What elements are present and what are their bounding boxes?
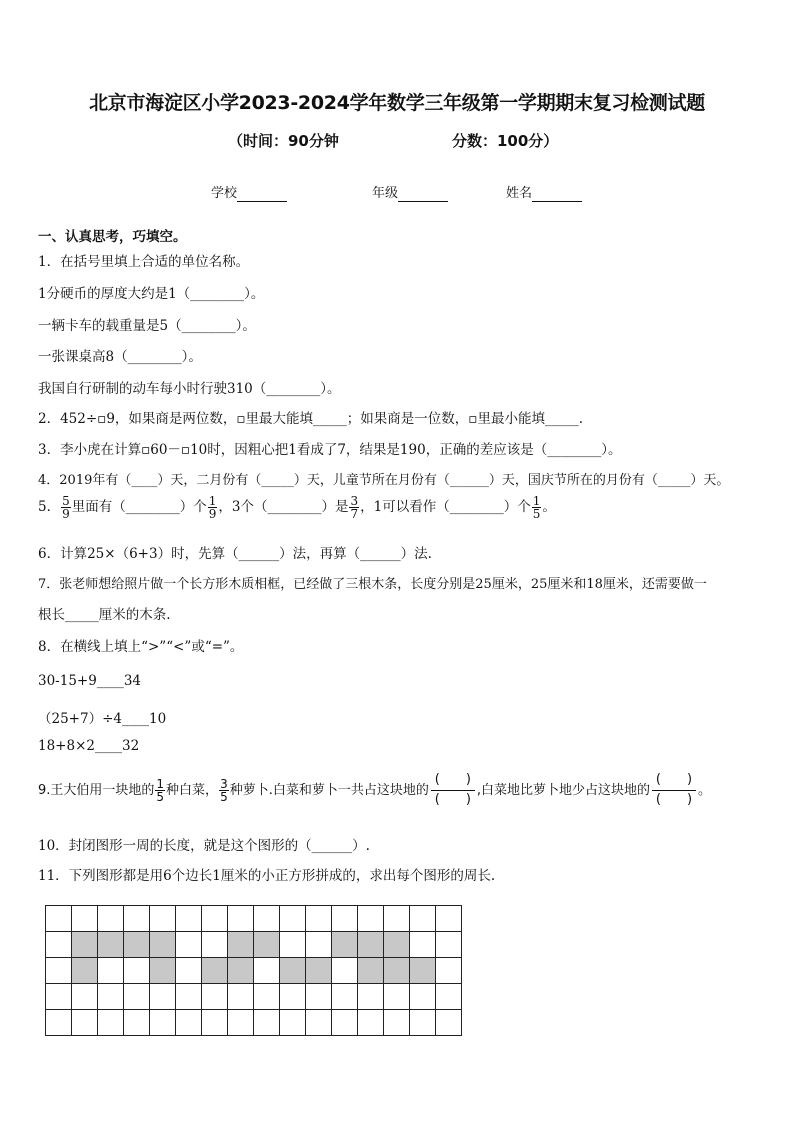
grade-label: 年级	[372, 186, 399, 201]
grid-square	[410, 906, 436, 932]
shaded-square	[254, 932, 280, 958]
grid-square	[150, 984, 176, 1010]
grid-row	[46, 958, 462, 984]
grid-square	[332, 1010, 358, 1036]
grid-square	[124, 984, 150, 1010]
grid-square	[46, 1010, 72, 1036]
grid-square	[228, 1010, 254, 1036]
q3: 3．李小虎在计算▫60－▫10时，因粗心把1看成了7，结果是190，正确的差应该是（________）。	[38, 442, 622, 458]
grid-square	[124, 1010, 150, 1036]
grid-square	[176, 1010, 202, 1036]
grid-square	[254, 958, 280, 984]
blank-numerator: ( )	[434, 772, 471, 787]
school-label: 学校	[211, 186, 238, 201]
grid-square	[358, 1010, 384, 1036]
grid-square	[436, 932, 462, 958]
blank-denominator: ( )	[434, 791, 471, 807]
name-field	[506, 182, 582, 202]
shaded-square	[202, 958, 228, 984]
fraction	[155, 778, 165, 803]
fraction-bar	[652, 790, 696, 791]
q11: 11．下列图形都是用6个边长1厘米的小正方形拼成的，求出每个图形的周长.	[38, 868, 496, 884]
fraction-bar	[431, 790, 475, 791]
denominator: 5	[220, 789, 228, 804]
q5-text: ，1可以看作（________）个	[360, 499, 531, 515]
page-title: 北京市海淀区小学2023-2024学年数学三年级第一学期期末复习检测试题	[89, 92, 705, 114]
shaded-square	[72, 958, 98, 984]
name-label: 姓名	[506, 186, 533, 201]
shaded-square	[280, 958, 306, 984]
q7-line1: 7．张老师想给照片做一个长方形木质相框，已经做了三根木条，长度分别是25厘米，25厘米和18厘米，还需要做一	[38, 577, 707, 592]
grid-row	[46, 906, 462, 932]
fraction	[61, 495, 71, 520]
grid-square	[254, 906, 280, 932]
grid-row	[46, 984, 462, 1010]
school-field	[211, 182, 287, 202]
fraction	[219, 778, 229, 803]
numerator: 3	[350, 494, 359, 508]
shaded-square	[306, 958, 332, 984]
q1-stem: 1．在括号里填上合适的单位名称。	[38, 254, 250, 270]
grid-square	[306, 932, 332, 958]
grid-square	[332, 958, 358, 984]
shaded-square	[150, 932, 176, 958]
q9-text: 种白菜，	[166, 782, 219, 798]
grid-square	[358, 984, 384, 1010]
q1-a: 1分硬币的厚度大约是1（________）。	[38, 286, 265, 302]
grid-square	[72, 906, 98, 932]
fraction	[208, 495, 218, 520]
q5	[38, 495, 556, 520]
grid-square	[280, 1010, 306, 1036]
school-blank	[237, 186, 287, 202]
grid-square	[176, 958, 202, 984]
q6: 6．计算25×（6+3）时，先算（______）法，再算（______）法.	[38, 546, 432, 562]
shaded-square	[384, 958, 410, 984]
q5-text: ，3个（________）是	[218, 499, 349, 515]
shaded-square	[228, 958, 254, 984]
grid-square	[98, 1010, 124, 1036]
q10: 10．封闭图形一周的长度，就是这个图形的（______）.	[38, 838, 370, 854]
grid-square	[358, 906, 384, 932]
section-heading: 一、认真思考，巧填空。	[38, 229, 187, 245]
shaded-square	[358, 932, 384, 958]
grid-square	[436, 958, 462, 984]
grid-square	[150, 906, 176, 932]
grid-square	[98, 984, 124, 1010]
shaded-square	[98, 932, 124, 958]
grid-square	[202, 1010, 228, 1036]
blank-fraction	[652, 773, 696, 808]
numerator: 1	[208, 494, 217, 508]
shaded-square	[332, 932, 358, 958]
exam-time: （时间：90分钟	[228, 132, 339, 150]
q9-text: ,白菜地比萝卜地少占这块地的	[476, 782, 650, 798]
grid-square	[332, 984, 358, 1010]
q8-stem: 8．在横线上填上“>”“<”或“=”。	[38, 639, 244, 655]
grid-square	[72, 984, 98, 1010]
shaded-square	[124, 932, 150, 958]
grid-square	[410, 1010, 436, 1036]
numerator: 5	[62, 494, 70, 508]
fraction	[349, 495, 359, 520]
grid-square	[384, 906, 410, 932]
numerator: 1	[532, 494, 541, 508]
q9-prefix: 9.王大伯用一块地的	[38, 782, 155, 798]
grid-square	[150, 1010, 176, 1036]
grid-square	[176, 984, 202, 1010]
grid-square	[176, 932, 202, 958]
denominator: 5	[532, 507, 541, 521]
q5-text: 。	[542, 499, 556, 515]
denominator: 7	[350, 507, 359, 521]
grid-square	[384, 1010, 410, 1036]
grade-blank	[398, 186, 448, 202]
grid-square	[72, 1010, 98, 1036]
grid-square	[254, 984, 280, 1010]
grid-square	[384, 984, 410, 1010]
denominator: 9	[62, 507, 70, 521]
grid-square	[306, 1010, 332, 1036]
blank-numerator: ( )	[655, 772, 693, 787]
grid-square	[202, 932, 228, 958]
grade-field	[372, 182, 448, 202]
name-blank	[532, 186, 582, 202]
q7-line2: 根长_____厘米的木条.	[38, 607, 171, 623]
q1-d: 我国自行研制的动车每小时行驶310（________）。	[38, 381, 341, 397]
blank-fraction	[431, 773, 475, 808]
grid-square	[306, 984, 332, 1010]
shaded-square	[410, 958, 436, 984]
shaded-square	[228, 932, 254, 958]
grid-square	[306, 906, 332, 932]
q8-a: 30-15+9____34	[38, 673, 141, 689]
shaded-square	[384, 932, 410, 958]
square-grid-figure	[45, 905, 462, 1036]
grid-square	[46, 906, 72, 932]
grid-square	[98, 906, 124, 932]
q8-c: 18+8×2____32	[38, 738, 140, 754]
grid-square	[410, 984, 436, 1010]
q1-c: 一张课桌高8（________）。	[38, 349, 202, 365]
grid-square	[46, 932, 72, 958]
blank-denominator: ( )	[655, 791, 693, 807]
grid-square	[436, 984, 462, 1010]
shaded-square	[358, 958, 384, 984]
grid-square	[410, 932, 436, 958]
grid-square	[436, 1010, 462, 1036]
grid-square	[46, 984, 72, 1010]
q2: 2．452÷▫9，如果商是两位数，▫里最大能填_____；如果商是一位数，▫里最小能填_____.	[38, 411, 583, 427]
fraction	[532, 495, 542, 520]
exam-score: 分数：100分）	[452, 132, 559, 150]
q8-b: （25+7）÷4____10	[38, 711, 167, 727]
denominator: 9	[208, 507, 217, 521]
numerator: 3	[220, 776, 228, 791]
grid-square	[280, 932, 306, 958]
grid-square	[228, 984, 254, 1010]
grid-square	[176, 906, 202, 932]
grid-square	[280, 906, 306, 932]
grid-square	[254, 1010, 280, 1036]
shaded-square	[72, 932, 98, 958]
grid-row	[46, 1010, 462, 1036]
q1-b: 一辆卡车的载重量是5（________）。	[38, 318, 256, 334]
q9	[38, 773, 711, 808]
q9-text: 种萝卜.白菜和萝卜一共占这块地的	[229, 782, 429, 798]
grid-square	[228, 906, 254, 932]
grid-square	[280, 984, 306, 1010]
grid-square	[202, 906, 228, 932]
grid-square	[124, 958, 150, 984]
numerator: 1	[156, 776, 165, 791]
grid-square	[124, 906, 150, 932]
grid-square	[436, 906, 462, 932]
grid-square	[98, 958, 124, 984]
grid-row	[46, 932, 462, 958]
q4: 4．2019年有（____）天，二月份有（_____）天，儿童节所在月份有（______）天，国庆节所在的月份有（_____）天。	[38, 473, 730, 488]
shaded-square	[150, 958, 176, 984]
q5-text: 里面有（________）个	[71, 499, 207, 515]
q9-text: 。	[697, 782, 711, 798]
q5-prefix: 5．	[38, 499, 61, 515]
grid-square	[202, 984, 228, 1010]
grid-square	[46, 958, 72, 984]
denominator: 5	[156, 789, 165, 804]
grid-square	[332, 906, 358, 932]
